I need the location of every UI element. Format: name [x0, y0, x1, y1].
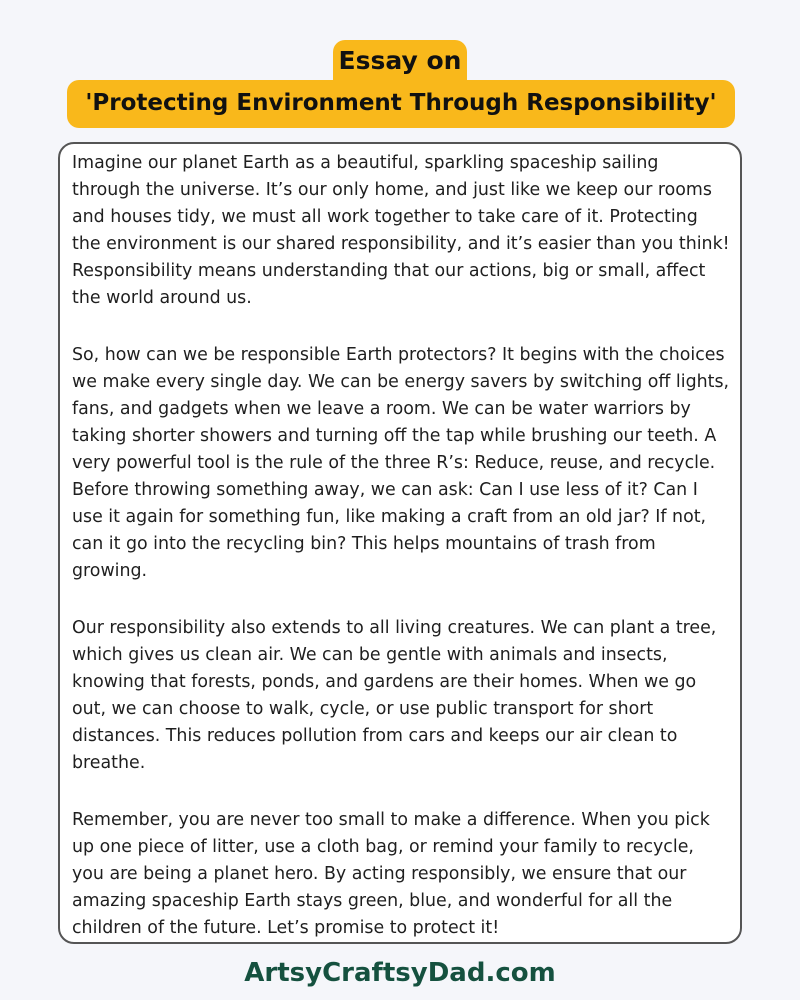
title-label-tab: Essay on [333, 40, 467, 86]
essay-box [58, 142, 742, 944]
essay-paragraph-1: Imagine our planet Earth as a beautiful, sparkling spaceship sailing through the universe. It’s our only home, and just like we keep our rooms and houses tidy, we must all work together to take care of it. Protecting the environment is our shared responsibility, and it’s easier than you think! Responsibility means understanding that our actions, big or small, affect the world around us. [72, 153, 730, 308]
page-title: 'Protecting Environment Through Responsibility' [67, 80, 735, 128]
essay-paragraph-2: So, how can we be responsible Earth protectors? It begins with the choices we make every single day. We can be energy savers by switching off lights, fans, and gadgets when we leave a room. We can be water warriors by taking shorter showers and turning off the tap while brushing our teeth. A very powerful tool is the rule of the three R’s: Reduce, reuse, and recycle. Before throwing something away, we can ask: Can I use less of it? Can I use it again for something fun, like making a craft from an old jar? If not, can it go into the recycling bin? This helps mountains of trash from growing. [72, 345, 730, 581]
essay-paragraph-4: Remember, you are never too small to make a difference. When you pick up one piece of litter, use a cloth bag, or remind your family to recycle, you are being a planet hero. By acting responsibly, we ensure that our amazing spaceship Earth stays green, blue, and wonderful for all the children of the future. Let’s promise to protect it! [72, 810, 710, 938]
footer-brand: ArtsyCraftsyDad.com [244, 958, 556, 988]
essay-paragraph-3: Our responsibility also extends to all living creatures. We can plant a tree, which gives us clean air. We can be gentle with animals and insects, knowing that forests, ponds, and gardens are their homes. When we go out, we can choose to walk, cycle, or use public transport for short distances. This reduces pollution from cars and keeps our air clean to breathe. [72, 618, 717, 773]
